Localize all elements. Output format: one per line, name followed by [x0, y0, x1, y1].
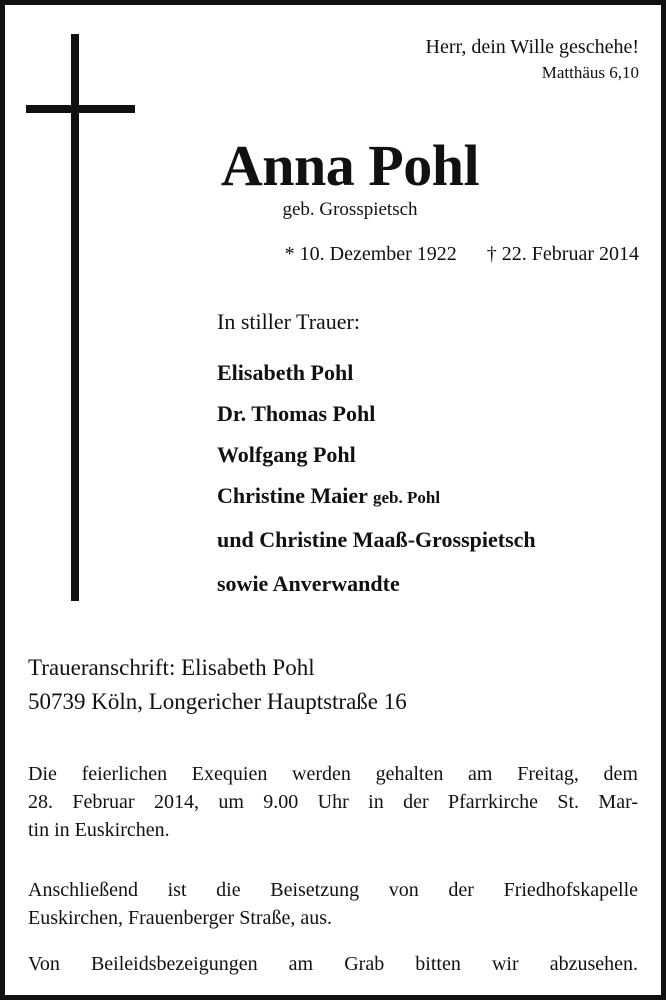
address-line: Traueranschrift: Elisabeth Pohl	[28, 655, 315, 680]
mourning-address	[28, 651, 407, 719]
mourner-name: und Christine Maaß-Grosspietsch	[217, 527, 536, 552]
mourner-relatives: sowie Anverwandte	[217, 571, 400, 596]
mourner-name: Elisabeth Pohl	[217, 360, 354, 385]
life-dates	[285, 241, 639, 267]
mourner-maiden-name: geb. Pohl	[373, 488, 441, 507]
mourner-name: Dr. Thomas Pohl	[217, 401, 376, 426]
paragraph-line: Anschließend ist die Beisetzung von der Friedhofskapelle	[28, 879, 638, 901]
condolences-paragraph	[28, 950, 638, 978]
bible-verse	[426, 33, 640, 85]
deceased-name: Anna Pohl	[220, 133, 480, 198]
paragraph-line: tin in Euskirchen.	[28, 819, 170, 841]
exequien-paragraph	[28, 760, 638, 844]
paragraph-line: Die feierlichen Exequien werden gehalten am Freitag, dem	[28, 763, 638, 785]
birth-date: * 10. Dezember 1922	[284, 243, 457, 265]
burial-paragraph	[28, 876, 638, 932]
mourner-name-with-suffix	[217, 481, 536, 525]
mourner-name: Wolfgang Pohl	[217, 442, 356, 467]
mourners-list	[217, 358, 536, 610]
mourner-name: Christine Maier	[217, 483, 368, 508]
paragraph-line: Von Beileidsbezeigungen am Grab bitten wir abzusehen.	[28, 953, 638, 975]
paragraph-line: 28. Februar 2014, um 9.00 Uhr in der Pfarrkirche St. Mar-	[28, 791, 638, 813]
maiden-name: geb. Grosspietsch	[282, 199, 418, 220]
cross-crossbar	[26, 105, 135, 113]
verse-text: Herr, dein Wille geschehe!	[425, 36, 639, 58]
verse-reference: Matthäus 6,10	[541, 63, 639, 82]
death-date: † 22. Februar 2014	[486, 243, 639, 265]
cross-icon	[71, 34, 79, 601]
paragraph-line: Euskirchen, Frauenberger Straße, aus.	[28, 907, 332, 929]
address-line: 50739 Köln, Longericher Hauptstraße 16	[28, 689, 407, 714]
mourning-intro: In stiller Trauer:	[217, 309, 360, 334]
